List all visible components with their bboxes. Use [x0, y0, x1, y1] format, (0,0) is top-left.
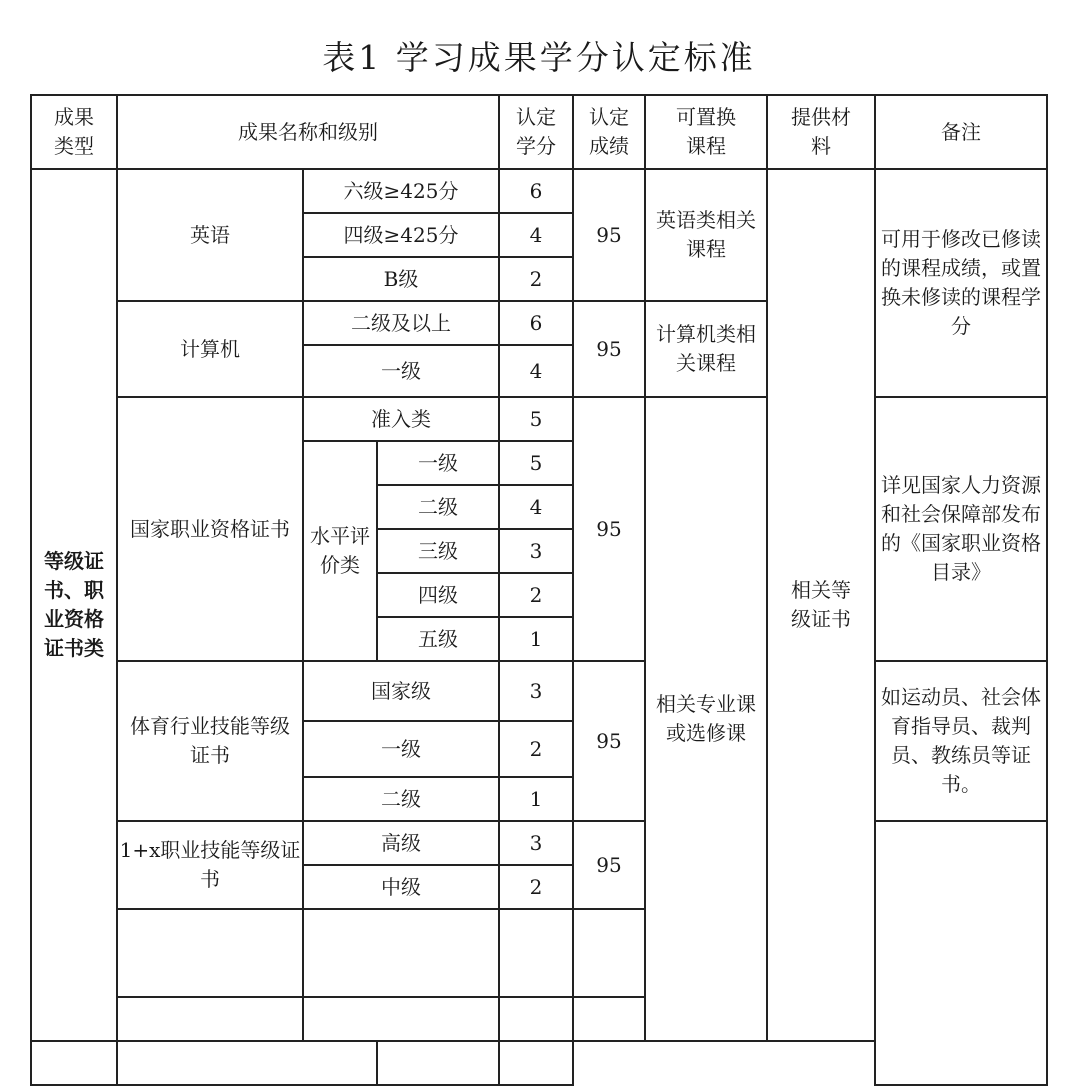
credit-cell: 3: [499, 529, 573, 573]
table-row: [31, 821, 1047, 865]
level-cell: 三级: [377, 529, 499, 573]
computer-name: 计算机: [117, 301, 303, 397]
level-cell: 二级: [303, 777, 499, 821]
level-cell: 五级: [377, 617, 499, 661]
header-type: 成果类型: [31, 95, 117, 169]
course-computer: 计算机类相关课程: [645, 301, 767, 397]
credit-cell: 2: [499, 865, 573, 909]
english-name: 英语: [117, 169, 303, 301]
credit-cell: 2: [499, 721, 573, 777]
vocational-name: 国家职业资格证书: [117, 397, 303, 661]
level-cell: 中级: [303, 865, 499, 909]
level-cell: 四级≥425分: [303, 213, 499, 257]
credit-cell: 3: [499, 661, 573, 721]
header-credit: 认定学分: [499, 95, 573, 169]
header-remark: 备注: [875, 95, 1047, 169]
credit-cell: 2: [499, 257, 573, 301]
remark-sports: 如运动员、社会体育指导员、裁判员、教练员等证书。: [875, 661, 1047, 821]
course-english: 英语类相关课程: [645, 169, 767, 301]
credit-standard-table: [30, 94, 1048, 1086]
header-name: 成果名称和级别: [117, 95, 499, 169]
grade-cell: 95: [573, 661, 645, 821]
credit-cell: 4: [499, 345, 573, 397]
grade-cell: 95: [573, 169, 645, 301]
level-cell: 四级: [377, 573, 499, 617]
level-cell: 二级及以上: [303, 301, 499, 345]
level-cell: B级: [303, 257, 499, 301]
remark-language: 可用于修改已修读的课程成绩，或置换未修读的课程学分: [875, 169, 1047, 397]
material-cell: 相关等级证书: [767, 169, 875, 1041]
header-material: 提供材料: [767, 95, 875, 169]
credit-cell: 3: [499, 821, 573, 865]
level-cell: 一级: [303, 721, 499, 777]
credit-cell: 5: [499, 441, 573, 485]
credit-cell: 2: [499, 573, 573, 617]
credit-cell: 4: [499, 213, 573, 257]
sports-name: 体育行业技能等级证书: [117, 661, 303, 821]
credit-cell: 4: [499, 485, 573, 529]
table-header-row: [31, 95, 1047, 169]
level-cell: 一级: [303, 345, 499, 397]
grade-cell: 95: [573, 821, 645, 909]
level-cell: 一级: [377, 441, 499, 485]
onex-name: 1+x职业技能等级证书: [117, 821, 303, 909]
vocational-sub: 水平评价类: [303, 441, 377, 661]
credit-cell: 5: [499, 397, 573, 441]
level-cell: 二级: [377, 485, 499, 529]
level-cell: 高级: [303, 821, 499, 865]
remark-onex: [875, 821, 1047, 1085]
level-cell: 准入类: [303, 397, 499, 441]
level-cell: 六级≥425分: [303, 169, 499, 213]
credit-cell: 1: [499, 777, 573, 821]
category-cell: 等级证书、职业资格证书类: [31, 169, 117, 1041]
level-cell: 国家级: [303, 661, 499, 721]
grade-cell: 95: [573, 301, 645, 397]
credit-cell: 6: [499, 169, 573, 213]
remark-vocational: 详见国家人力资源和社会保障部发布的《国家职业资格目录》: [875, 397, 1047, 661]
table-row: [31, 397, 1047, 441]
table-row: [31, 169, 1047, 213]
header-grade: 认定成绩: [573, 95, 645, 169]
credit-cell: 1: [499, 617, 573, 661]
grade-cell: 95: [573, 397, 645, 661]
table-row: [31, 661, 1047, 721]
header-course: 可置换课程: [645, 95, 767, 169]
credit-cell: 6: [499, 301, 573, 345]
page-title: 表1 学习成果学分认定标准: [322, 38, 756, 77]
course-major: 相关专业课或选修课: [645, 397, 767, 1041]
